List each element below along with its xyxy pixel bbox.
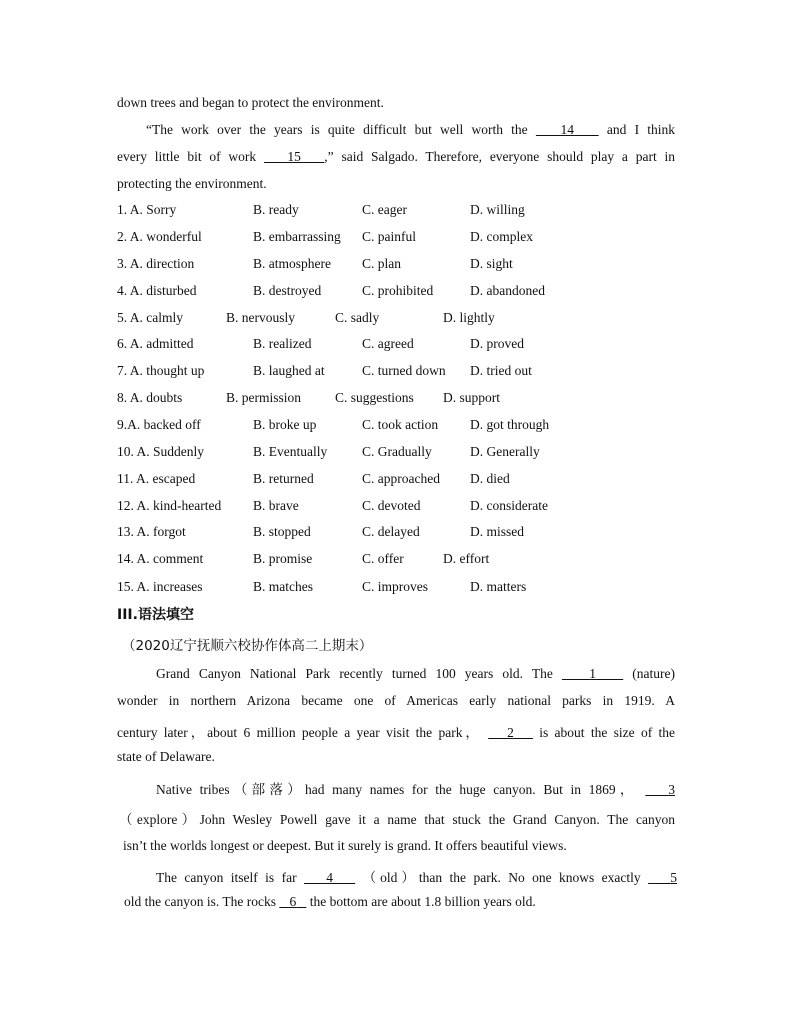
grammar-line: isn’t the worlds longest or deepest. But it surely is grand. It offers beautiful views.: [123, 838, 567, 853]
option-b: B. returned: [253, 471, 314, 486]
option-c: C. eager: [362, 202, 407, 217]
option-d: D. effort: [443, 551, 490, 566]
option-b: B. embarrassing: [253, 229, 341, 244]
option-row: [117, 336, 677, 354]
option-b: B. nervously: [226, 310, 295, 325]
answer-blank: 15: [287, 149, 301, 164]
option-a: 14. A. comment: [117, 551, 204, 566]
option-b: B. permission: [226, 390, 302, 405]
answer-blank: 4: [326, 870, 333, 885]
option-d: D. tried out: [470, 363, 532, 378]
grammar-line: （explore）John Wesley Powell gave it a name that stuck the Grand Canyon. The canyon: [119, 812, 675, 827]
grammar-line: century later，about 6 million people a year visit the park， 2 is about the size of the: [117, 725, 676, 740]
option-c: C. turned down: [362, 363, 446, 378]
option-a: 2. A. wonderful: [117, 229, 202, 244]
option-d: D. support: [443, 390, 500, 405]
option-d: D. complex: [470, 229, 533, 244]
option-a: 3. A. direction: [117, 256, 195, 271]
grammar-line: The canyon itself is far 4 （old）than the park. No one knows exactly 5: [156, 870, 678, 885]
option-row: [117, 471, 677, 489]
option-c: C. offer: [362, 551, 404, 566]
answer-blank: 14: [560, 122, 575, 137]
option-row: [117, 256, 677, 274]
passage-text: down trees and began to protect the environment.: [117, 95, 384, 110]
option-row: [117, 390, 677, 408]
option-row: [117, 551, 677, 569]
option-row: [117, 444, 677, 462]
answer-blank: 6: [289, 894, 297, 909]
option-d: D. willing: [470, 202, 525, 217]
answer-blank: 5: [670, 870, 678, 885]
option-b: B. promise: [253, 551, 313, 566]
option-b: B. atmosphere: [253, 256, 331, 271]
answer-blank: 3: [668, 782, 676, 797]
passage-text: “The work over the years is quite difficult but well worth the: [146, 122, 528, 137]
option-b: B. broke up: [253, 417, 317, 432]
option-d: D. missed: [470, 524, 524, 539]
passage-text: protecting the environment.: [117, 176, 267, 191]
answer-blank: 1: [589, 666, 596, 681]
option-d: D. sight: [470, 256, 513, 271]
grammar-line: old the canyon is. The rocks 6 the bottom are about 1.8 billion years old.: [124, 894, 536, 909]
option-d: D. got through: [470, 417, 550, 432]
option-d: D. matters: [470, 579, 527, 594]
section-heading: III.语法填空: [117, 607, 194, 623]
option-c: C. delayed: [362, 524, 420, 539]
option-row: [117, 283, 677, 301]
option-c: C. painful: [362, 229, 416, 244]
option-c: C. improves: [362, 579, 428, 594]
passage-text: every little bit of work: [117, 149, 257, 164]
option-b: B. stopped: [253, 524, 311, 539]
option-b: B. realized: [253, 336, 312, 351]
source-note: （2020辽宁抚顺六校协作体高二上期末）: [122, 638, 373, 654]
passage-line: [117, 176, 267, 192]
option-c: C. suggestions: [335, 390, 414, 405]
option-b: B. matches: [253, 579, 313, 594]
option-c: C. prohibited: [362, 283, 434, 298]
answer-blank: 2: [507, 725, 514, 740]
grammar-line: Grand Canyon National Park recently turned 100 years old. The 1 (nature): [156, 666, 676, 681]
option-d: D. lightly: [443, 310, 495, 325]
option-d: D. proved: [470, 336, 524, 351]
passage-text: and I think: [606, 122, 676, 137]
grammar-line: state of Delaware.: [117, 749, 215, 764]
option-row: [117, 229, 677, 247]
option-c: C. sadly: [335, 310, 380, 325]
option-a: 8. A. doubts: [117, 390, 183, 405]
passage-line: [146, 122, 675, 138]
passage-text: ,” said Salgado. Therefore, everyone should play a part in: [324, 149, 676, 164]
option-row: [117, 363, 677, 381]
option-a: 4. A. disturbed: [117, 283, 197, 298]
passage-line: [117, 95, 384, 111]
option-a: 11. A. escaped: [117, 471, 196, 486]
option-row: [117, 579, 677, 597]
option-b: B. destroyed: [253, 283, 322, 298]
option-a: 10. A. Suddenly: [117, 444, 205, 459]
grammar-line: Native tribes（部落）had many names for the huge canyon. But in 1869， 3: [156, 782, 676, 797]
passage-line: [117, 149, 675, 165]
option-b: B. Eventually: [253, 444, 328, 459]
option-c: C. plan: [362, 256, 401, 271]
option-row: [117, 498, 677, 516]
option-a: 7. A. thought up: [117, 363, 205, 378]
option-a: 6. A. admitted: [117, 336, 194, 351]
option-row: [117, 310, 677, 328]
option-row: [117, 417, 677, 435]
option-c: C. took action: [362, 417, 439, 432]
option-d: D. Generally: [470, 444, 540, 459]
option-a: 12. A. kind-hearted: [117, 498, 222, 513]
grammar-line: wonder in northern Arizona became one of Americas early national parks in 1919. A: [117, 693, 675, 708]
option-d: D. considerate: [470, 498, 548, 513]
option-b: B. ready: [253, 202, 299, 217]
option-b: B. brave: [253, 498, 299, 513]
option-a: 9.A. backed off: [117, 417, 201, 432]
option-c: C. agreed: [362, 336, 414, 351]
option-a: 15. A. increases: [117, 579, 203, 594]
option-a: 5. A. calmly: [117, 310, 183, 325]
option-c: C. devoted: [362, 498, 421, 513]
option-c: C. Gradually: [362, 444, 432, 459]
option-a: 1. A. Sorry: [117, 202, 177, 217]
option-c: C. approached: [362, 471, 440, 486]
option-row: [117, 202, 677, 220]
option-d: D. abandoned: [470, 283, 545, 298]
option-d: D. died: [470, 471, 510, 486]
option-a: 13. A. forgot: [117, 524, 186, 539]
option-b: B. laughed at: [253, 363, 325, 378]
option-row: [117, 524, 677, 542]
